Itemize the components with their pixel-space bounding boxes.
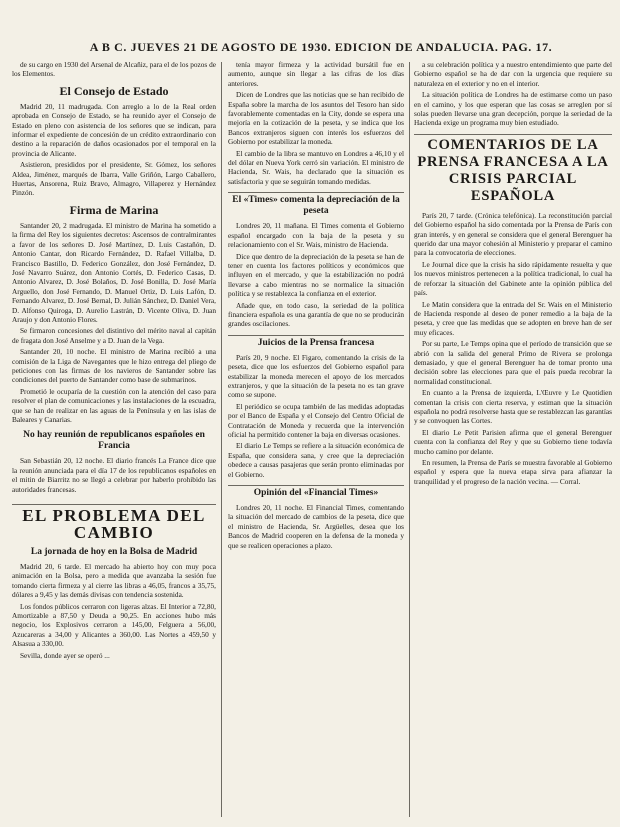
paragraph: El cambio de la libra se mantuvo en Londres a 46,10 y el del dólar en Nueva York cerró sin variación. El ministro de Hacienda, Sr. Wais, ha declarado que la situación es satisfactoria y que se seguirán tomando medidas. xyxy=(228,148,404,186)
paragraph: Por su parte, Le Temps opina que el período de transición que se abrió con la salida del general Primo de Rivera se prolonga demasiado, y que el general Berenguer ha de tomar pronto una decisión sobre las elecciones para que el país pueda recobrar la normalidad constitucional. xyxy=(414,339,612,386)
headline-opinion: Opinión del «Financial Times» xyxy=(228,485,404,499)
column-divider-1 xyxy=(221,62,222,817)
headline-consejo: El Consejo de Estado xyxy=(59,83,169,98)
headline-firma: Firma de Marina xyxy=(69,202,159,217)
paragraph: tenía mayor firmeza y la actividad bursátil fue en aumento, aunque sin llegar a las cifras de los días anteriores. xyxy=(228,60,404,88)
column-1 xyxy=(12,60,216,820)
paragraph: En resumen, la Prensa de París se muestra favorable al Gobierno español y espera que la nueva etapa sirva para afianzar la tranquilidad y el progreso de la nación vecina. — Corral. xyxy=(414,458,612,486)
paragraph: Madrid 20, 6 tarde. El mercado ha abierto hoy con muy poca animación en la Bolsa, pero a medida que avanzaba la sesión fue tomando cierta firmeza y al cierre las libras a 46,05, francos a 35,75, dólares a 9,45 y las demás divisas con tendencia sostenida. xyxy=(12,562,216,600)
paragraph: Dicen de Londres que las noticias que se han recibido de España sobre la marcha de los asuntos del Tesoro han sido favorablemente comentadas en la City, donde se espera una mejoría en la cotización de la peseta, y se indica que los Bancos extranjeros siguen con interés los esfuerzos del Gobierno por estabilizar la moneda. xyxy=(228,90,404,147)
column-divider-2 xyxy=(409,62,410,817)
paragraph: Se firmaron concesiones del distintivo del mérito naval al capitán de fragata don José Anselme y a D. Juan de la Vega. xyxy=(12,326,216,345)
paragraph: En cuanto a la Prensa de izquierda, L'Œuvre y Le Quotidien comentan la crisis con cierta reserva, y estiman que la situación española no podrá resolverse hasta que se restablezcan las garantías y se convoquen las Cortes. xyxy=(414,388,612,426)
paragraph: Dice que dentro de la depreciación de la peseta se han de tener en cuenta los factores políticos y económicos que influyen en el mercado, y que la estabilización no podrá llevarse a cabo mientras no se normalice la situación política y se restablezca la confianza en el exterior. xyxy=(228,251,404,299)
headline-comentarios: COMENTARIOS DE LA PRENSA FRANCESA A LA CRISIS PARCIAL ESPAÑOLA xyxy=(414,134,612,205)
column-3 xyxy=(414,60,612,820)
paragraph: París 20, 9 noche. El Figaro, comentando la crisis de la peseta, dice que los esfuerzos del Gobierno español para estabilizar la moneda merecen el apoyo de los mercados extranjeros, y que la situación de la peseta no es tan grave como se supone. xyxy=(228,352,404,400)
headline-juicios: Juicios de la Prensa francesa xyxy=(228,335,404,349)
paragraph: Santander 20, 2 madrugada. El ministro de Marina ha sometido a la firma del Rey los siguientes decretos: Ascensos de contralmirantes a favor de los señores D. José Martínez, D. Luis Castañón, D. Antonio Cantar, don Ricardo Fernández, D. Rafael Villalba, D. Francisco Bastillo, D. Federico González, don José Fernández, D. José Navarro Suárez, don Antonio Cortés, D. Federico Casas, D. Antonio Alvarez, D. José Bolaños, D. José Bonilla, D. José María Arguello, don José Fernando, D. Manuel Ortiz, D. Luis Lafón, D. Fernando Alvarez, D. José Bernal, D. Julián Sánchez, D. Daniel Vera, D. Alfonso Quiroga, D. Aurelio Lastrán, D. Vicente Oliva, D. Juan Araujo y don Antonio Flores. xyxy=(12,220,216,324)
paragraph: Santander 20, 10 noche. El ministro de Marina recibió a una comisión de la Liga de Navegantes que le hizo entrega del pliego de peticiones con las firmas de los navieros de Santander sobre las condiciones del puerto de Santander como base de submarinos. xyxy=(12,347,216,385)
headline-reunion: No hay reunión de republicanos españoles en Francia xyxy=(23,430,205,452)
paragraph: Le Matin considera que la entrada del Sr. Wais en el Ministerio de Hacienda responde al deseo de poner remedio a la baja de la peseta, y cree que las medidas que se adopten en breve han de ser muy eficaces. xyxy=(414,299,612,337)
paragraph: Añade que, en todo caso, la seriedad de la política financiera española es una garantía de que no se producirán grandes oscilaciones. xyxy=(228,300,404,329)
paragraph: El periódico se ocupa también de las medidas adoptadas por el Banco de España y el Consejo del Centro Oficial de Contratación de Moneda y recuerda que la intervención oficial ha permitido contener la baja en diversas ocasiones. xyxy=(228,401,404,439)
paragraph: Prometió le ocuparía de la cuestión con la atención del caso para resolver el plan de comunicaciones y las instalaciones de la escuadra, que se han de realizar en las aguas de la Península y en las islas de Baleares y Canarias. xyxy=(12,386,216,424)
column-2 xyxy=(228,60,404,820)
paragraph: Sevilla, donde ayer se operó ... xyxy=(20,650,110,660)
paragraph: Madrid 20, 11 madrugada. Con arreglo a lo de la Real orden aprobada en Consejo de Estado, se ha reunido ayer el Consejo de Estado en pleno con asistencia de los señores que se indican, para informar el expediente de concesión de un crédito extraordinario con destino a la reparación de daños ocasionados por el temporal en la provincia de Alicante. xyxy=(12,101,216,158)
paragraph: Londres 20, 11 mañana. El Times comenta el Gobierno español encargado con la baja de la peseta y su relacionamiento con el Sr. Wais, ministro de Hacienda. xyxy=(228,221,404,250)
headline-times: El «Times» comenta la depreciación de la peseta xyxy=(228,192,404,217)
headline-problema-cambio: EL PROBLEMA DEL CAMBIO xyxy=(12,504,216,541)
paragraph: Londres 20, 11 noche. El Financial Times, comentando la situación del mercado de cambios de la peseta, dice que el ministro de Hacienda, Sr. Argüelles, desea que los Bancos de Madrid cooperen en la defensa de la moneda y que se realicen operaciones a plazo. xyxy=(228,503,404,550)
paragraph: La situación política de Londres ha de estimarse como un paso en el camino, y los que esperan que las cosas se arreglen por sí solas pueden llevarse una gran decepción, porque la seriedad de la Hacienda exige un programa muy bien estudiado. xyxy=(414,90,612,128)
paragraph: Le Journal dice que la crisis ha sido rápidamente resuelta y que los nuevos ministros pertenecen a la política tradicional, lo cual ha de reforzar la situación del Gabinete ante la opinión pública del país. xyxy=(414,259,612,298)
paragraph: Los fondos públicos cerraron con ligeras alzas. El Interior a 72,80, Amortizable a 87,50 y Deuda a 90,25. En acciones hubo más negocio, los Explosivos cerraron a 145,00, Felguera a 56,00, Azucareras a 34,00 y Alicantes a 360,00. Las Nortes a 459,50 y Alsasua a 330,00. xyxy=(12,601,216,649)
page-masthead: A B C. JUEVES 21 DE AGOSTO DE 1930. EDICION DE ANDALUCIA. PAG. 17. xyxy=(89,40,553,54)
article-fragment: de su cargo en 1930 del Arsenal de Alcañiz, para el de los pozos de los Elementos. xyxy=(12,60,216,79)
paragraph: a su celebración política y a nuestro entendimiento que parte del Gobierno español se ha de dar con la urgencia que requiere su naturaleza en el exterior y no en el interior. xyxy=(414,60,612,88)
paragraph: París 20, 7 tarde. (Crónica telefónica). La reconstitución parcial del Gobierno español ha sido comentada por la Prensa de París con gran interés, y en general se considera que el general Berenguer ha querido dar una mayor cohesión al Ministerio y preparar el camino para la convocatoria de elecciones. xyxy=(414,210,612,258)
paragraph: Asistieron, presididos por el presidente, Sr. Gómez, los señores Aldea, Jiménez, marqués de Ibarra, Valle Griñón, Largo Caballero, Huertas, Ansorena, Ruiz Bravo, Almagro, Villaperez y Hernández Pinzón. xyxy=(12,160,216,198)
paragraph: San Sebastián 20, 12 noche. El diario francés La France dice que la reunión anunciada para el día 17 de los republicanos españoles en el mitin de Biarritz no se llegó a celebrar por haberlo prohibido las autoridades francesas. xyxy=(12,456,216,494)
subheadline-jornada: La jornada de hoy en la Bolsa de Madrid xyxy=(30,547,198,558)
paragraph: El diario Le Petit Parisien afirma que el general Berenguer cuenta con la confianza del Rey y que su Gobierno tiene todavía mucho camino por delante. xyxy=(414,427,612,456)
paragraph: El diario Le Temps se refiere a la situación económica de España, que considera sana, y cree que la depreciación obedece a causas pasajeras que serán pronto eliminadas por el Gobierno. xyxy=(228,441,404,479)
